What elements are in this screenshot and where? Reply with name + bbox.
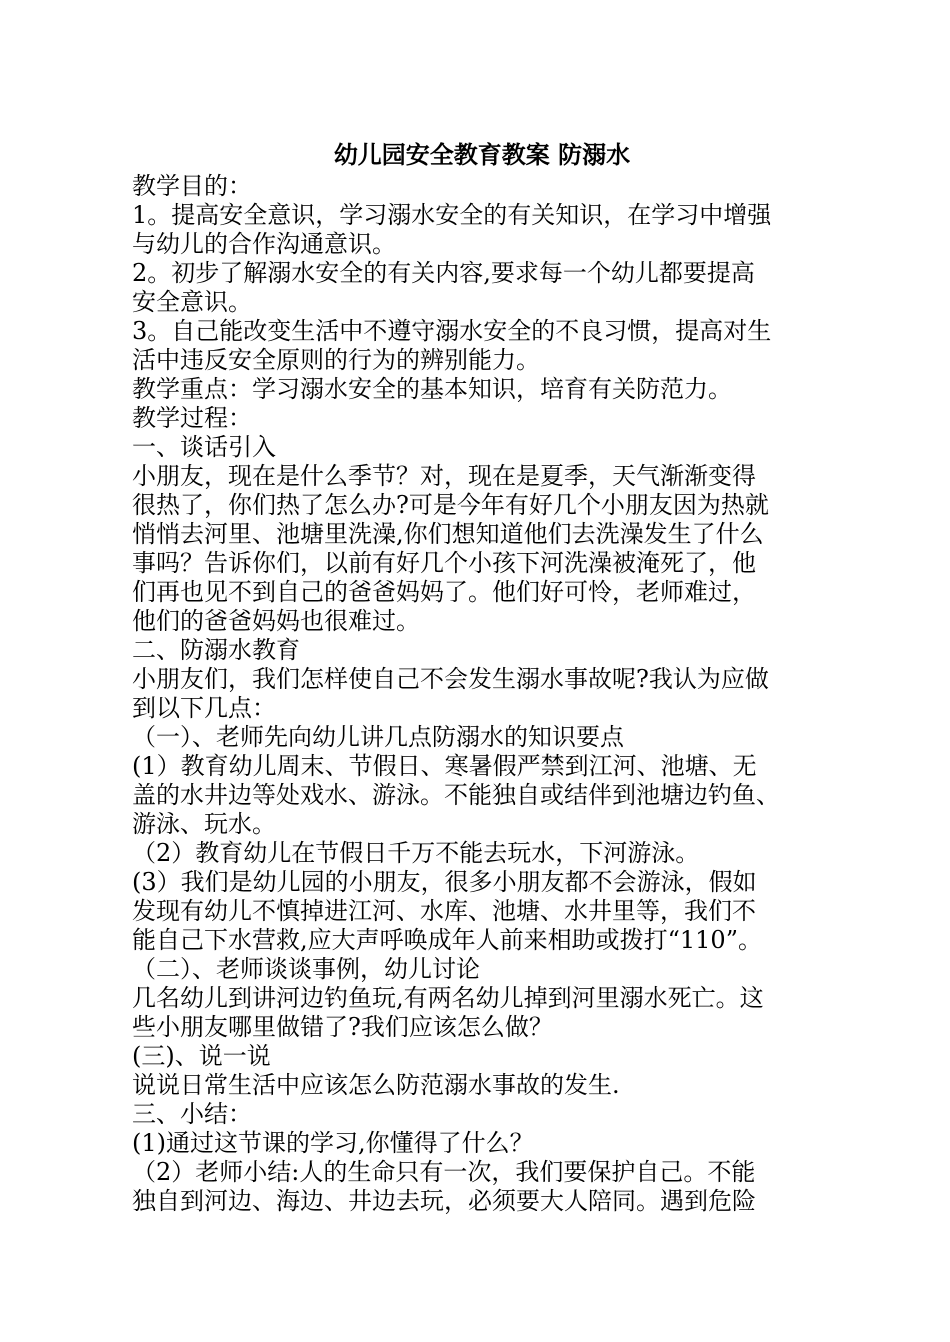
text-line: (1）教育幼儿周末、节假日、寒暑假严禁到江河、池塘、无	[132, 752, 757, 780]
text-line: 1。提高安全意识，学习溺水安全的有关知识，在学习中增强	[132, 201, 772, 229]
text-line: （二）、老师谈谈事例，幼儿讨论	[132, 955, 480, 983]
text-line: 教学过程：	[132, 404, 252, 432]
text-line: 3。自己能改变生活中不遵守溺水安全的不良习惯，提高对生	[132, 317, 772, 345]
document-text	[132, 172, 832, 1216]
text-line: 们再也见不到自己的爸爸妈妈了。他们好可怜，老师难过，	[132, 578, 756, 606]
text-line: 他们的爸爸妈妈也很难过。	[132, 607, 420, 635]
text-line: 盖的水井边等处戏水、游泳。不能独自或结伴到池塘边钓鱼、	[132, 781, 780, 809]
text-line: 一、谈话引入	[132, 433, 276, 461]
text-line: 说说日常生活中应该怎么防范溺水事故的发生.	[132, 1071, 620, 1099]
text-line: 活中违反安全原则的行为的辨别能力。	[132, 346, 540, 374]
text-line: 二、防溺水教育	[132, 636, 300, 664]
document-title: 幼儿园安全教育教案 防溺水	[333, 140, 631, 169]
text-line: （2）老师小结:人的生命只有一次，我们要保护自己。不能	[132, 1158, 756, 1186]
text-line: 小朋友们，我们怎样使自己不会发生溺水事故呢?我认为应做	[132, 665, 769, 693]
text-line: 悄悄去河里、池塘里洗澡,你们想知道他们去洗澡发生了什么	[132, 520, 764, 548]
text-line: （2）教育幼儿在节假日千万不能去玩水，下河游泳。	[132, 839, 700, 867]
text-line: 很热了，你们热了怎么办?可是今年有好几个小朋友因为热就	[132, 491, 769, 519]
text-line: 发现有幼儿不慎掉进江河、水库、池塘、水井里等，我们不	[132, 897, 756, 925]
text-line: 到以下几点：	[132, 694, 276, 722]
text-line: 几名幼儿到讲河边钓鱼玩,有两名幼儿掉到河里溺水死亡。这	[132, 984, 764, 1012]
text-line: 小朋友，现在是什么季节？对，现在是夏季，天气渐渐变得	[132, 462, 756, 490]
text-line: 游泳、玩水。	[132, 810, 276, 838]
document-body	[132, 138, 832, 1216]
text-line: 事吗？告诉你们，以前有好几个小孩下河洗澡被淹死了，他	[132, 549, 756, 577]
text-line: （一）、老师先向幼儿讲几点防溺水的知识要点	[132, 723, 624, 751]
text-line: (3）我们是幼儿园的小朋友，很多小朋友都不会游泳，假如	[132, 868, 757, 896]
text-line: (三)、说一说	[132, 1042, 271, 1070]
text-line: 安全意识。	[132, 288, 252, 316]
text-line: 能自己下水营救,应大声呼唤成年人前来相助或拨打“110”。	[132, 926, 762, 954]
text-line: 与幼儿的合作沟通意识。	[132, 230, 396, 258]
text-line: (1)通过这节课的学习,你懂得了什么？	[132, 1129, 534, 1157]
text-line: 教学目的：	[132, 172, 252, 200]
text-line: 教学重点：学习溺水安全的基本知识，培育有关防范力。	[132, 375, 732, 403]
text-line: 独自到河边、海边、井边去玩，必须要大人陪同。遇到危险	[132, 1187, 756, 1215]
text-line: 三、小结：	[132, 1100, 252, 1128]
text-line: 2。初步了解溺水安全的有关内容,要求每一个幼儿都要提高	[132, 259, 755, 287]
text-line: 些小朋友哪里做错了?我们应该怎么做？	[132, 1013, 553, 1041]
